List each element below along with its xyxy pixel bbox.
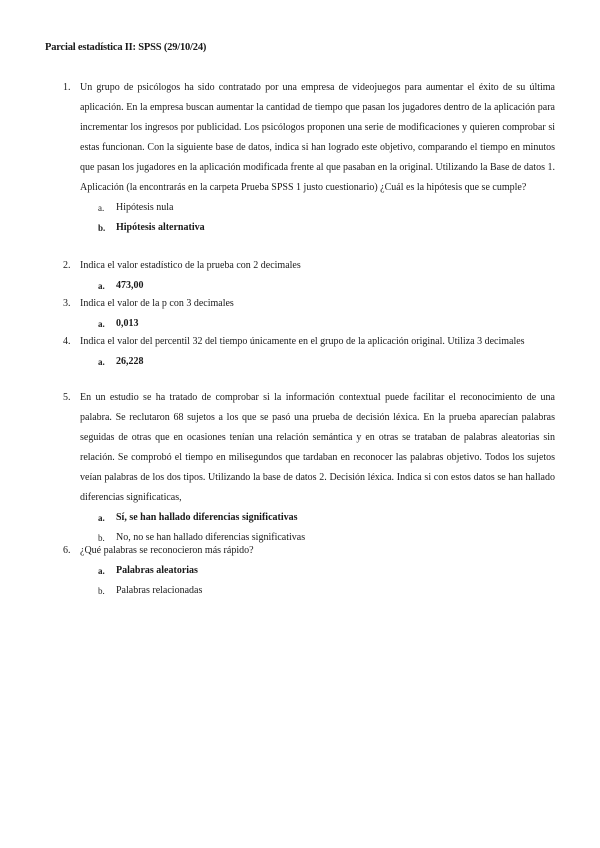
answer-letter: a. — [98, 357, 105, 367]
answer-text: 473,00 — [116, 280, 144, 291]
answer-letter: b. — [98, 223, 106, 233]
answer-option-selected — [98, 561, 555, 581]
answer-option-selected — [98, 276, 555, 296]
answer-list — [63, 314, 555, 334]
answer-list — [63, 352, 555, 372]
answer-letter: a. — [98, 566, 105, 576]
question-text: Indica el valor estadístico de la prueba con 2 decimales — [80, 260, 301, 271]
answer-list — [63, 561, 555, 601]
answer-letter: a. — [98, 281, 105, 291]
question-item — [63, 256, 555, 296]
answer-option-selected — [98, 218, 555, 238]
question-item — [63, 388, 555, 548]
answer-option-selected — [98, 508, 555, 528]
question-text: Indica el valor del percentil 32 del tiempo únicamente en el grupo de la aplicación original. Utiliza 3 decimales — [80, 336, 525, 347]
question-text: Indica el valor de la p con 3 decimales — [80, 298, 234, 309]
answer-letter: a. — [98, 203, 105, 213]
answer-list — [63, 276, 555, 296]
question-item — [63, 78, 555, 238]
answer-text: Hipótesis nula — [116, 202, 174, 213]
answer-letter: a. — [98, 319, 105, 329]
question-text: ¿Qué palabras se reconocieron más rápido? — [80, 545, 254, 556]
question-number: 2. — [63, 260, 71, 271]
answer-letter: b. — [98, 586, 105, 596]
question-number: 5. — [63, 392, 71, 403]
question-number: 6. — [63, 545, 71, 556]
question-text: En un estudio se ha tratado de comprobar si la información contextual puede facilitar el reconocimiento de una palabra. Se reclutaron 68 sujetos a los que se pasó una prueba de decisión léxica. En la prueba aparecían palabras seguidas de otras que en ocasiones tenían una relación semántica y en otras se trataban de palabras aleatorias sin relación. Se comprobó el tiempo en milisegundos que tardaban en reconocer las palabras objetivo. Todos los sujetos veían palabras de los dos tipos. Utilizando la base de datos 2. Decisión léxica. Indica si con estos datos se han hallado diferencias significaticas, — [80, 392, 555, 503]
answer-letter: a. — [98, 513, 105, 523]
answer-option-selected — [98, 352, 555, 372]
page-title: Parcial estadística II: SPSS (29/10/24) — [45, 42, 207, 53]
answer-option-selected — [98, 314, 555, 334]
question-text: Un grupo de psicólogos ha sido contratado por una empresa de videojuegos para aumentar el éxito de su última aplicación. En la empresa buscan aumentar la cantidad de tiempo que pasan los jugadores dentro de la aplicación para incrementar los ingresos por publicidad. Los psicólogos proponen una serie de modificaciones y quieren comprobar si estas funcionan. Con la siguiente base de datos, indica si han logrado este objetivo, comparando el tiempo en minutos que pasan los jugadores en la aplicación modificada frente al que pasaban en la original. Utilizando la Base de datos 1. Aplicación (la encontrarás en la carpeta Prueba SPSS 1 justo cuestionario) ¿Cuál es la hipótesis que se cumple? — [80, 82, 555, 193]
answer-list — [63, 198, 555, 238]
question-item — [63, 541, 555, 601]
answer-text: 26,228 — [116, 356, 144, 367]
answer-letter: b. — [98, 533, 105, 543]
answer-text: Sí, se han hallado diferencias significativas — [116, 512, 298, 523]
question-number: 3. — [63, 298, 71, 309]
question-number: 4. — [63, 336, 71, 347]
answer-text: Palabras aleatorias — [116, 565, 198, 576]
answer-text: 0,013 — [116, 318, 139, 329]
answer-option — [98, 581, 555, 601]
question-item — [63, 332, 555, 372]
answer-text: Palabras relacionadas — [116, 585, 203, 596]
answer-text: No, no se han hallado diferencias significativas — [116, 532, 306, 543]
answer-option — [98, 198, 555, 218]
question-number: 1. — [63, 82, 71, 93]
question-item — [63, 294, 555, 334]
answer-text: Hipótesis alternativa — [116, 222, 205, 233]
